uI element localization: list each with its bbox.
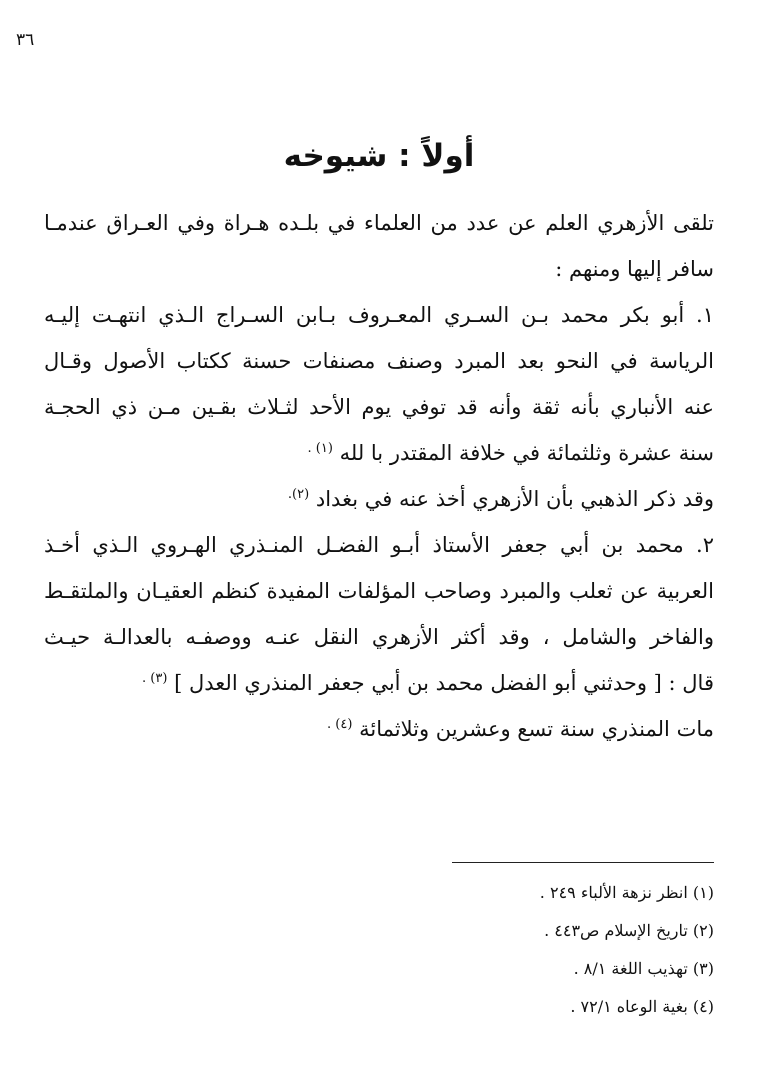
sheikh-2-text: قال : [ وحدثني أبو الفضل محمد بن أبي جعفر المنذري العدل ] xyxy=(174,671,714,695)
sheikh-2-line: ٢. محمد بن أبي جعفر الأستاذ أبـو الفضـل المنـذري الهـروي الـذي أخـذ xyxy=(44,533,714,557)
sheikh-2-line xyxy=(44,706,714,752)
footnote-ref-4[interactable]: (٤) . xyxy=(327,717,353,732)
sheikh-1-line xyxy=(44,476,714,522)
footnotes xyxy=(294,878,714,1030)
sheikh-2-line: والفاخر والشامل ، وقد أكثر الأزهري النقل عنـه ووصفـه بالعدالـة حيـث xyxy=(44,625,714,649)
body-text xyxy=(44,200,714,752)
sheikh-2-line xyxy=(44,660,714,706)
intro-line: تلقى الأزهري العلم عن عدد من العلماء في بلـده هـراة وفي العـراق عندمـا xyxy=(44,211,714,235)
footnote-divider xyxy=(452,862,714,863)
section-heading: أولاً : شيوخه xyxy=(283,138,475,174)
sheikh-1-line xyxy=(44,430,714,476)
sheikh-2-text: مات المنذري سنة تسع وعشرين وثلاثمائة xyxy=(359,717,714,741)
sheikh-1-text: وقد ذكر الذهبي بأن الأزهري أخذ عنه في بغداد xyxy=(315,487,714,511)
sheikh-1-line: عنه الأنباري بأنه ثقة وأنه قد توفي يوم الأحد لثـلاث بقـين مـن ذي الحجـة xyxy=(44,395,714,419)
sheikh-1-line: الرياسة في النحو بعد المبرد وصنف مصنفات حسنة ككتاب الأصول وقـال xyxy=(44,349,714,373)
footnote-item: (٢) تاريخ الإسلام ص٤٤٣ . xyxy=(544,921,714,940)
footnote-item: (١) انظر نزهة الألباء ٢٤٩ . xyxy=(539,883,714,902)
footnote-ref-3[interactable]: (٣) . xyxy=(142,671,168,686)
sheikh-1-text: سنة عشرة وثلثمائة في خلافة المقتدر با لله xyxy=(339,441,714,465)
footnote-item: (٣) تهذيب اللغة ٨/١ . xyxy=(573,959,714,978)
footnote-ref-1[interactable]: (١) . xyxy=(307,441,333,456)
footnote-ref-2[interactable]: (٢). xyxy=(287,487,310,502)
sheikh-2-line: العربية عن ثعلب والمبرد وصاحب المؤلفات المفيدة كنظم العقيـان والملتقـط xyxy=(44,579,714,603)
page-number: ٣٦ xyxy=(16,30,35,50)
footnote-item: (٤) بغية الوعاه ٧٢/١ . xyxy=(570,997,714,1016)
sheikh-1-line: ١. أبو بكر محمد بـن السـري المعـروف بـابن السـراج الـذي انتهـت إليـه xyxy=(44,303,714,327)
intro-line: سافر إليها ومنهم : xyxy=(555,257,714,281)
